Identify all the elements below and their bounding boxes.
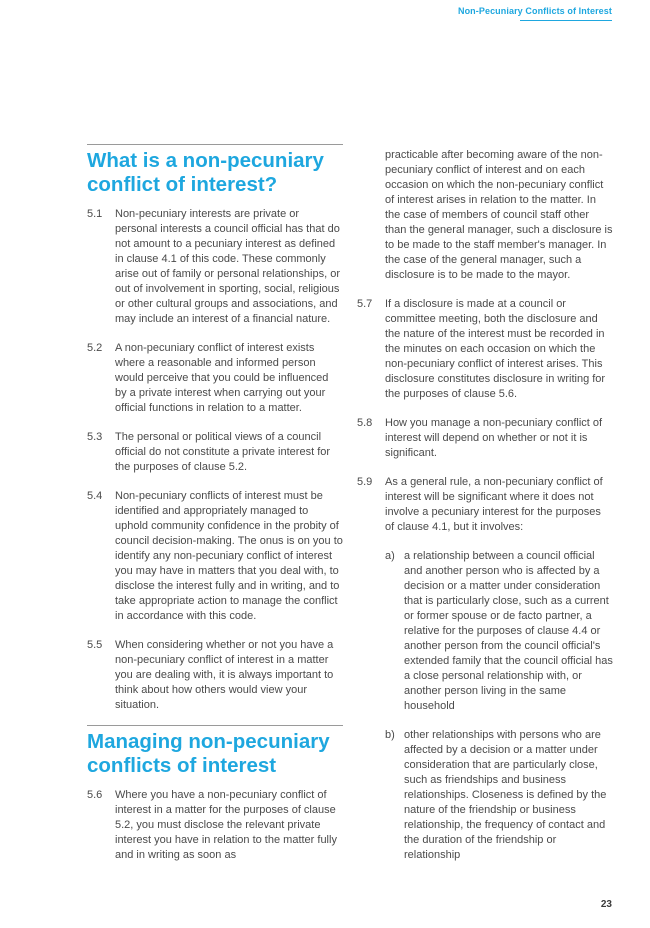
section-title-managing	[87, 730, 347, 778]
subclause-letter: b)	[385, 729, 395, 741]
section-title-line: What is a non-pecuniary	[87, 149, 324, 172]
clause-text: Non-pecuniary conflicts of interest must be identified and appropriately managed to uphold community confidence in the probity of council decision-making. The onus is on you to identify any non-pecuniary conflict of interest you may have in matters that you deal with, to disclose the interest fully and in writing, and to take appropriate action to manage the conflict in accordance with this code.	[115, 490, 343, 622]
right-column	[357, 0, 617, 863]
clause-5-6	[87, 788, 347, 863]
clause-text: How you manage a non-pecuniary conflict of interest will depend on whether or not it is significant.	[385, 417, 603, 459]
clause-text: Non-pecuniary interests are private or personal interests a council official has that do not amount to a pecuniary interest as defined in clause 4.1 of this code. These commonly arise out of family or personal relationships, or out of involvement in sporting, social, religious or other cultural groups and associations, and may include an interest of a financial nature.	[115, 208, 340, 325]
subclause-b	[357, 728, 617, 863]
clause-number: 5.3	[87, 431, 103, 443]
section-title-line: conflicts of interest	[87, 754, 277, 777]
left-column	[87, 0, 347, 863]
subclause-text: a relationship between a council official and another person who is affected by a decision or a matter under consideration that is particularly close, such as a current or former spouse or de facto partner, a relative for the purposes of clause 4.4 or another person from the council official's extended family that the council official has a close personal relationship with, or another person living in the same household	[404, 550, 613, 712]
clause-text: The personal or political views of a council official do not constitute a private interest for the purposes of clause 5.2.	[115, 431, 331, 473]
clause-5-3	[87, 430, 347, 475]
clause-number: 5.1	[87, 208, 103, 220]
clause-5-4	[87, 489, 347, 624]
section-divider	[87, 725, 343, 726]
clause-text: A non-pecuniary conflict of interest exists where a reasonable and informed person would perceive that you could be influenced by a private interest when carrying out your official functions in relation to a matter.	[115, 342, 329, 414]
clause-number: 5.4	[87, 490, 103, 502]
clause-text: If a disclosure is made at a council or committee meeting, both the disclosure and the nature of the interest must be recorded in the minutes on each occasion on which the non-pecuniary conflict of interest arises. This disclosure constitutes disclosure in writing for the purposes of clause 5.6.	[385, 298, 606, 400]
clause-text: Where you have a non-pecuniary conflict of interest in a matter for the purposes of clause 5.2, you must disclose the relevant private interest you have in relation to the matter fully and in writing as soon as	[115, 789, 337, 861]
clause-number: 5.8	[357, 417, 373, 429]
section-title-what-is	[87, 149, 347, 197]
section-divider	[87, 144, 343, 145]
clause-5-6-continued: practicable after becoming aware of the non-pecuniary conflict of interest and on each occasion on which the non-pecuniary conflict of interest arises in relation to the matter. In the case of members of council staff other than the general manager, such a disclosure is to be made to the staff member's manager. In the case of the general manager, such a disclosure is to be made to the mayor.	[385, 149, 613, 281]
clause-5-5	[87, 638, 347, 713]
clause-text: As a general rule, a non-pecuniary conflict of interest will be significant where it does not involve a pecuniary interest for the purposes of clause 4.1, but it involves:	[385, 476, 603, 533]
clause-5-9	[357, 475, 617, 535]
clause-number: 5.9	[357, 476, 373, 488]
clause-number: 5.6	[87, 789, 103, 801]
subclause-letter: a)	[385, 550, 395, 562]
clause-5-1	[87, 207, 347, 327]
clause-5-7	[357, 297, 617, 402]
clause-number: 5.7	[357, 298, 373, 310]
page-number: 23	[600, 899, 612, 910]
section-title-line: conflict of interest?	[87, 173, 278, 196]
subclause-text: other relationships with persons who are affected by a decision or a matter under consideration that are particularly close, such as friendships and business relationships. Closeness is defined by the nature of the friendship or business relationship, the frequency of contact and the duration of the friendship or relationship	[404, 729, 607, 861]
clause-5-2	[87, 341, 347, 416]
running-header: Non-Pecuniary Conflicts of Interest	[457, 6, 612, 16]
clause-number: 5.5	[87, 639, 103, 651]
subclause-a	[357, 549, 617, 714]
clause-number: 5.2	[87, 342, 103, 354]
section-title-line: Managing non-pecuniary	[87, 730, 330, 753]
clause-5-8	[357, 416, 617, 461]
clause-text: When considering whether or not you have a non-pecuniary conflict of interest in a matter you are dealing with, it is always important to think about how others would view your situation.	[115, 639, 334, 711]
